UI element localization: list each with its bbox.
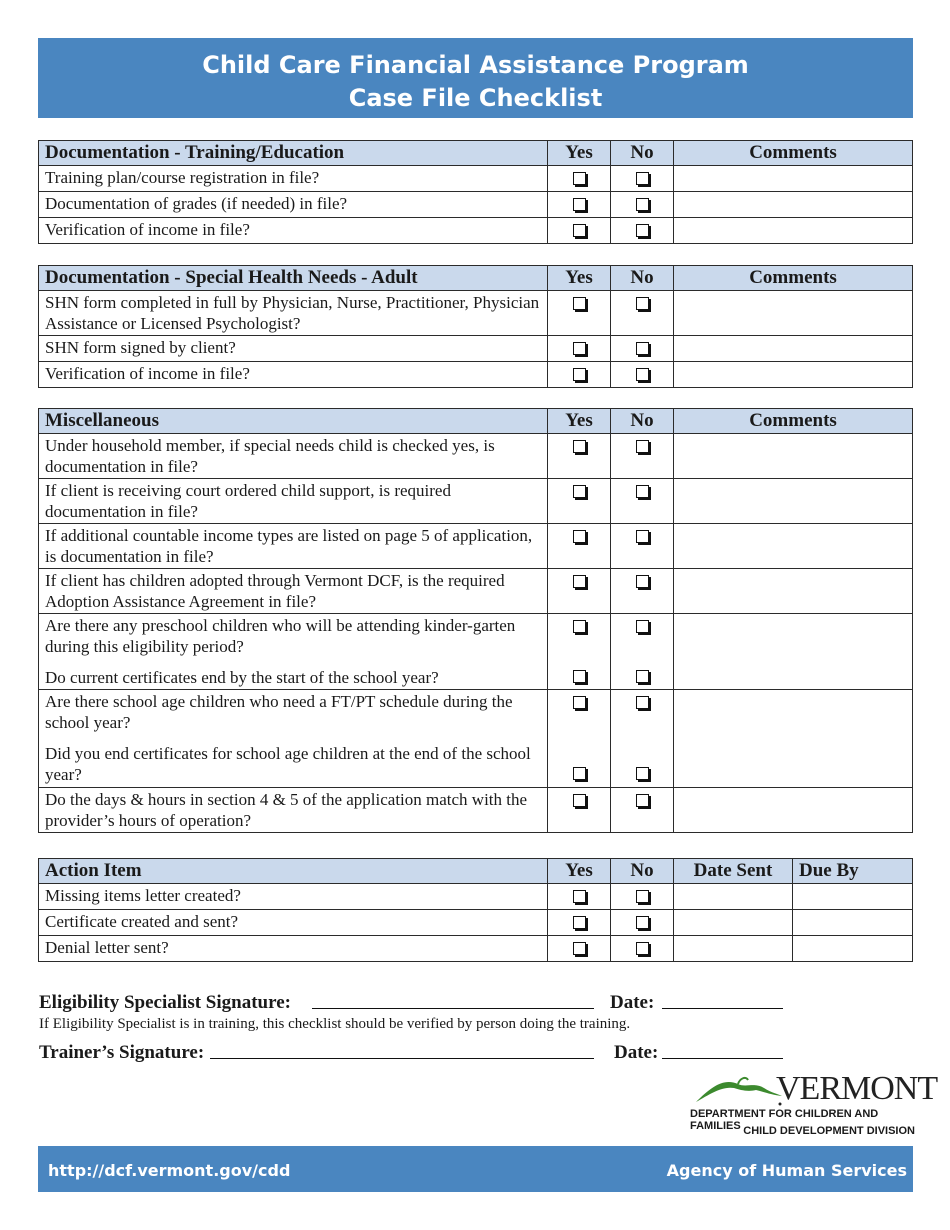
yes-checkbox[interactable] bbox=[573, 767, 586, 780]
due-by-cell[interactable] bbox=[793, 910, 913, 936]
specialist-date-label: Date: bbox=[610, 992, 655, 1013]
no-checkbox[interactable] bbox=[636, 342, 649, 355]
question: Certificate created and sent? bbox=[39, 910, 548, 936]
yes-checkbox[interactable] bbox=[573, 530, 586, 543]
comments-cell[interactable] bbox=[674, 336, 913, 362]
yes-checkbox[interactable] bbox=[573, 916, 586, 929]
footer-agency: Agency of Human Services bbox=[666, 1161, 907, 1180]
due-by-cell[interactable] bbox=[793, 884, 913, 910]
question: Missing items letter created? bbox=[39, 884, 548, 910]
table-row bbox=[39, 884, 913, 910]
comments-header: Comments bbox=[674, 409, 913, 434]
question: Verification of income in file? bbox=[39, 362, 548, 388]
no-checkbox[interactable] bbox=[636, 575, 649, 588]
comments-cell[interactable] bbox=[674, 434, 913, 479]
yes-checkbox[interactable] bbox=[573, 575, 586, 588]
shn-table bbox=[38, 265, 913, 388]
due-by-cell[interactable] bbox=[793, 936, 913, 962]
yes-checkbox[interactable] bbox=[573, 172, 586, 185]
question: Documentation of grades (if needed) in file? bbox=[39, 192, 548, 218]
comments-cell[interactable] bbox=[674, 166, 913, 192]
table-row bbox=[39, 479, 913, 524]
footer-url-link[interactable]: http://dcf.vermont.gov/cdd bbox=[48, 1161, 291, 1180]
yes-checkbox[interactable] bbox=[573, 224, 586, 237]
no-checkbox[interactable] bbox=[636, 198, 649, 211]
no-checkbox[interactable] bbox=[636, 767, 649, 780]
question: Are there school age children who need a FT/PT schedule during the school year? bbox=[45, 692, 513, 732]
comments-cell[interactable] bbox=[674, 479, 913, 524]
yes-checkbox[interactable] bbox=[573, 440, 586, 453]
date-sent-cell[interactable] bbox=[674, 884, 793, 910]
table-row bbox=[39, 192, 913, 218]
comments-cell[interactable] bbox=[674, 524, 913, 569]
comments-cell[interactable] bbox=[674, 362, 913, 388]
title-line-2: Case File Checklist bbox=[348, 84, 603, 112]
trainer-signature-label: Trainer’s Signature: bbox=[39, 1042, 205, 1063]
yes-header: Yes bbox=[548, 266, 611, 291]
yes-checkbox[interactable] bbox=[573, 198, 586, 211]
question: Do current certificates end by the start of the school year? bbox=[45, 668, 439, 687]
logo-wordmark: VERMONT bbox=[776, 1070, 938, 1107]
yes-checkbox[interactable] bbox=[573, 890, 586, 903]
no-checkbox[interactable] bbox=[636, 620, 649, 633]
mountain-logo-icon bbox=[694, 1072, 784, 1106]
comments-cell[interactable] bbox=[674, 291, 913, 336]
no-checkbox[interactable] bbox=[636, 440, 649, 453]
no-checkbox[interactable] bbox=[636, 530, 649, 543]
due-by-header: Due By bbox=[793, 859, 913, 884]
comments-cell[interactable] bbox=[674, 614, 913, 690]
comments-cell[interactable] bbox=[674, 569, 913, 614]
section-title: Documentation - Special Health Needs - Adult bbox=[39, 266, 548, 291]
section-title: Documentation - Training/Education bbox=[39, 141, 548, 166]
page-header bbox=[38, 38, 913, 118]
no-checkbox[interactable] bbox=[636, 224, 649, 237]
no-header: No bbox=[611, 409, 674, 434]
yes-checkbox[interactable] bbox=[573, 342, 586, 355]
section-title: Miscellaneous bbox=[39, 409, 548, 434]
yes-checkbox[interactable] bbox=[573, 942, 586, 955]
question: Verification of income in file? bbox=[39, 218, 548, 244]
action-table bbox=[38, 858, 913, 962]
table-row bbox=[39, 524, 913, 569]
question: SHN form completed in full by Physician, Nurse, Practitioner, Physician Assistance or Licensed Psychologist? bbox=[39, 291, 548, 336]
question: If client has children adopted through Vermont DCF, is the required Adoption Assistance Agreement in file? bbox=[39, 569, 548, 614]
comments-cell[interactable] bbox=[674, 788, 913, 833]
question: Are there any preschool children who will be attending kinder-garten during this eligibility period? bbox=[45, 616, 516, 656]
yes-checkbox[interactable] bbox=[573, 485, 586, 498]
table-row bbox=[39, 788, 913, 833]
trainer-date-line[interactable] bbox=[662, 1058, 783, 1059]
yes-checkbox[interactable] bbox=[573, 794, 586, 807]
title-line-1: Child Care Financial Assistance Program bbox=[202, 51, 749, 79]
logo-department: DEPARTMENT FOR CHILDREN AND FAMILIES bbox=[690, 1108, 879, 1132]
table-row bbox=[39, 218, 913, 244]
no-header: No bbox=[611, 266, 674, 291]
question: Training plan/course registration in file? bbox=[39, 166, 548, 192]
table-row bbox=[39, 166, 913, 192]
comments-header: Comments bbox=[674, 141, 913, 166]
no-checkbox[interactable] bbox=[636, 942, 649, 955]
comments-cell[interactable] bbox=[674, 218, 913, 244]
no-checkbox[interactable] bbox=[636, 670, 649, 683]
table-row bbox=[39, 336, 913, 362]
no-checkbox[interactable] bbox=[636, 696, 649, 709]
yes-checkbox[interactable] bbox=[573, 297, 586, 310]
page-footer bbox=[38, 1146, 913, 1192]
table-row bbox=[39, 936, 913, 962]
no-checkbox[interactable] bbox=[636, 172, 649, 185]
yes-checkbox[interactable] bbox=[573, 368, 586, 381]
table-row bbox=[39, 690, 913, 788]
question: Denial letter sent? bbox=[39, 936, 548, 962]
specialist-signature-line[interactable] bbox=[312, 1008, 594, 1009]
table-row bbox=[39, 362, 913, 388]
vermont-logo bbox=[690, 1070, 938, 1142]
specialist-signature-label: Eligibility Specialist Signature: bbox=[39, 992, 291, 1013]
question: Do the days & hours in section 4 & 5 of the application match with the provider’s hours of operation? bbox=[39, 788, 548, 833]
trainer-signature-line[interactable] bbox=[210, 1058, 594, 1059]
no-checkbox[interactable] bbox=[636, 368, 649, 381]
yes-checkbox[interactable] bbox=[573, 670, 586, 683]
yes-header: Yes bbox=[548, 409, 611, 434]
no-header: No bbox=[611, 859, 674, 884]
yes-header: Yes bbox=[548, 141, 611, 166]
no-checkbox[interactable] bbox=[636, 916, 649, 929]
no-checkbox[interactable] bbox=[636, 297, 649, 310]
question: If client is receiving court ordered child support, is required documentation in file? bbox=[39, 479, 548, 524]
trainer-date-label: Date: bbox=[614, 1042, 659, 1063]
question: If additional countable income types are listed on page 5 of application, is documentation in file? bbox=[39, 524, 548, 569]
yes-checkbox[interactable] bbox=[573, 696, 586, 709]
table-row bbox=[39, 614, 913, 690]
specialist-date-line[interactable] bbox=[662, 1008, 783, 1009]
date-sent-header: Date Sent bbox=[674, 859, 793, 884]
section-title: Action Item bbox=[39, 859, 548, 884]
date-sent-cell[interactable] bbox=[674, 936, 793, 962]
question: SHN form signed by client? bbox=[39, 336, 548, 362]
table-row bbox=[39, 910, 913, 936]
training-table bbox=[38, 140, 913, 244]
no-checkbox[interactable] bbox=[636, 890, 649, 903]
question: Did you end certificates for school age children at the end of the school year? bbox=[45, 744, 531, 784]
comments-cell[interactable] bbox=[674, 192, 913, 218]
misc-table bbox=[38, 408, 913, 833]
comments-cell[interactable] bbox=[674, 690, 913, 788]
table-row bbox=[39, 434, 913, 479]
yes-checkbox[interactable] bbox=[573, 620, 586, 633]
question: Under household member, if special needs child is checked yes, is documentation in file? bbox=[39, 434, 548, 479]
yes-header: Yes bbox=[548, 859, 611, 884]
comments-header: Comments bbox=[674, 266, 913, 291]
table-row bbox=[39, 569, 913, 614]
table-row bbox=[39, 291, 913, 336]
date-sent-cell[interactable] bbox=[674, 910, 793, 936]
training-note: If Eligibility Specialist is in training, this checklist should be verified by person doing the training. bbox=[39, 1016, 631, 1032]
no-checkbox[interactable] bbox=[636, 794, 649, 807]
no-checkbox[interactable] bbox=[636, 485, 649, 498]
logo-division: CHILD DEVELOPMENT DIVISION bbox=[743, 1125, 915, 1137]
no-header: No bbox=[611, 141, 674, 166]
